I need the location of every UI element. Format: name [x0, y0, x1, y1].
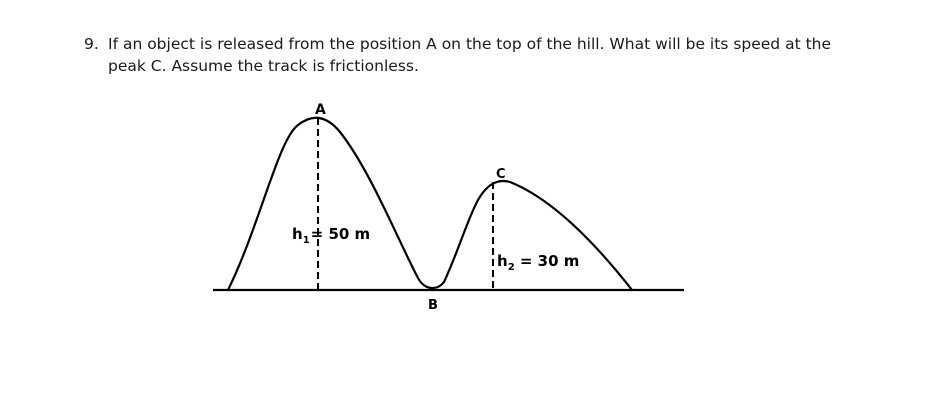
h1-label [292, 225, 370, 246]
h2-label [497, 252, 579, 273]
point-a-label: A [315, 102, 326, 118]
question-number: 9. [84, 35, 99, 53]
h2-symbol: h [497, 252, 508, 270]
h1-symbol: h [292, 225, 303, 243]
point-b-label: B [428, 298, 438, 313]
point-c-label: C [496, 167, 506, 182]
question-line-2: peak C. Assume the track is frictionless. [108, 57, 419, 75]
h2-value: = 30 m [514, 252, 580, 270]
h1-value: = 50 m [310, 225, 371, 243]
h1-subscript: 1 [302, 235, 310, 246]
h2-subscript: 2 [507, 262, 515, 273]
question-line-1: If an object is released from the position A on the top of the hill. What will be its speed at the [108, 35, 832, 53]
